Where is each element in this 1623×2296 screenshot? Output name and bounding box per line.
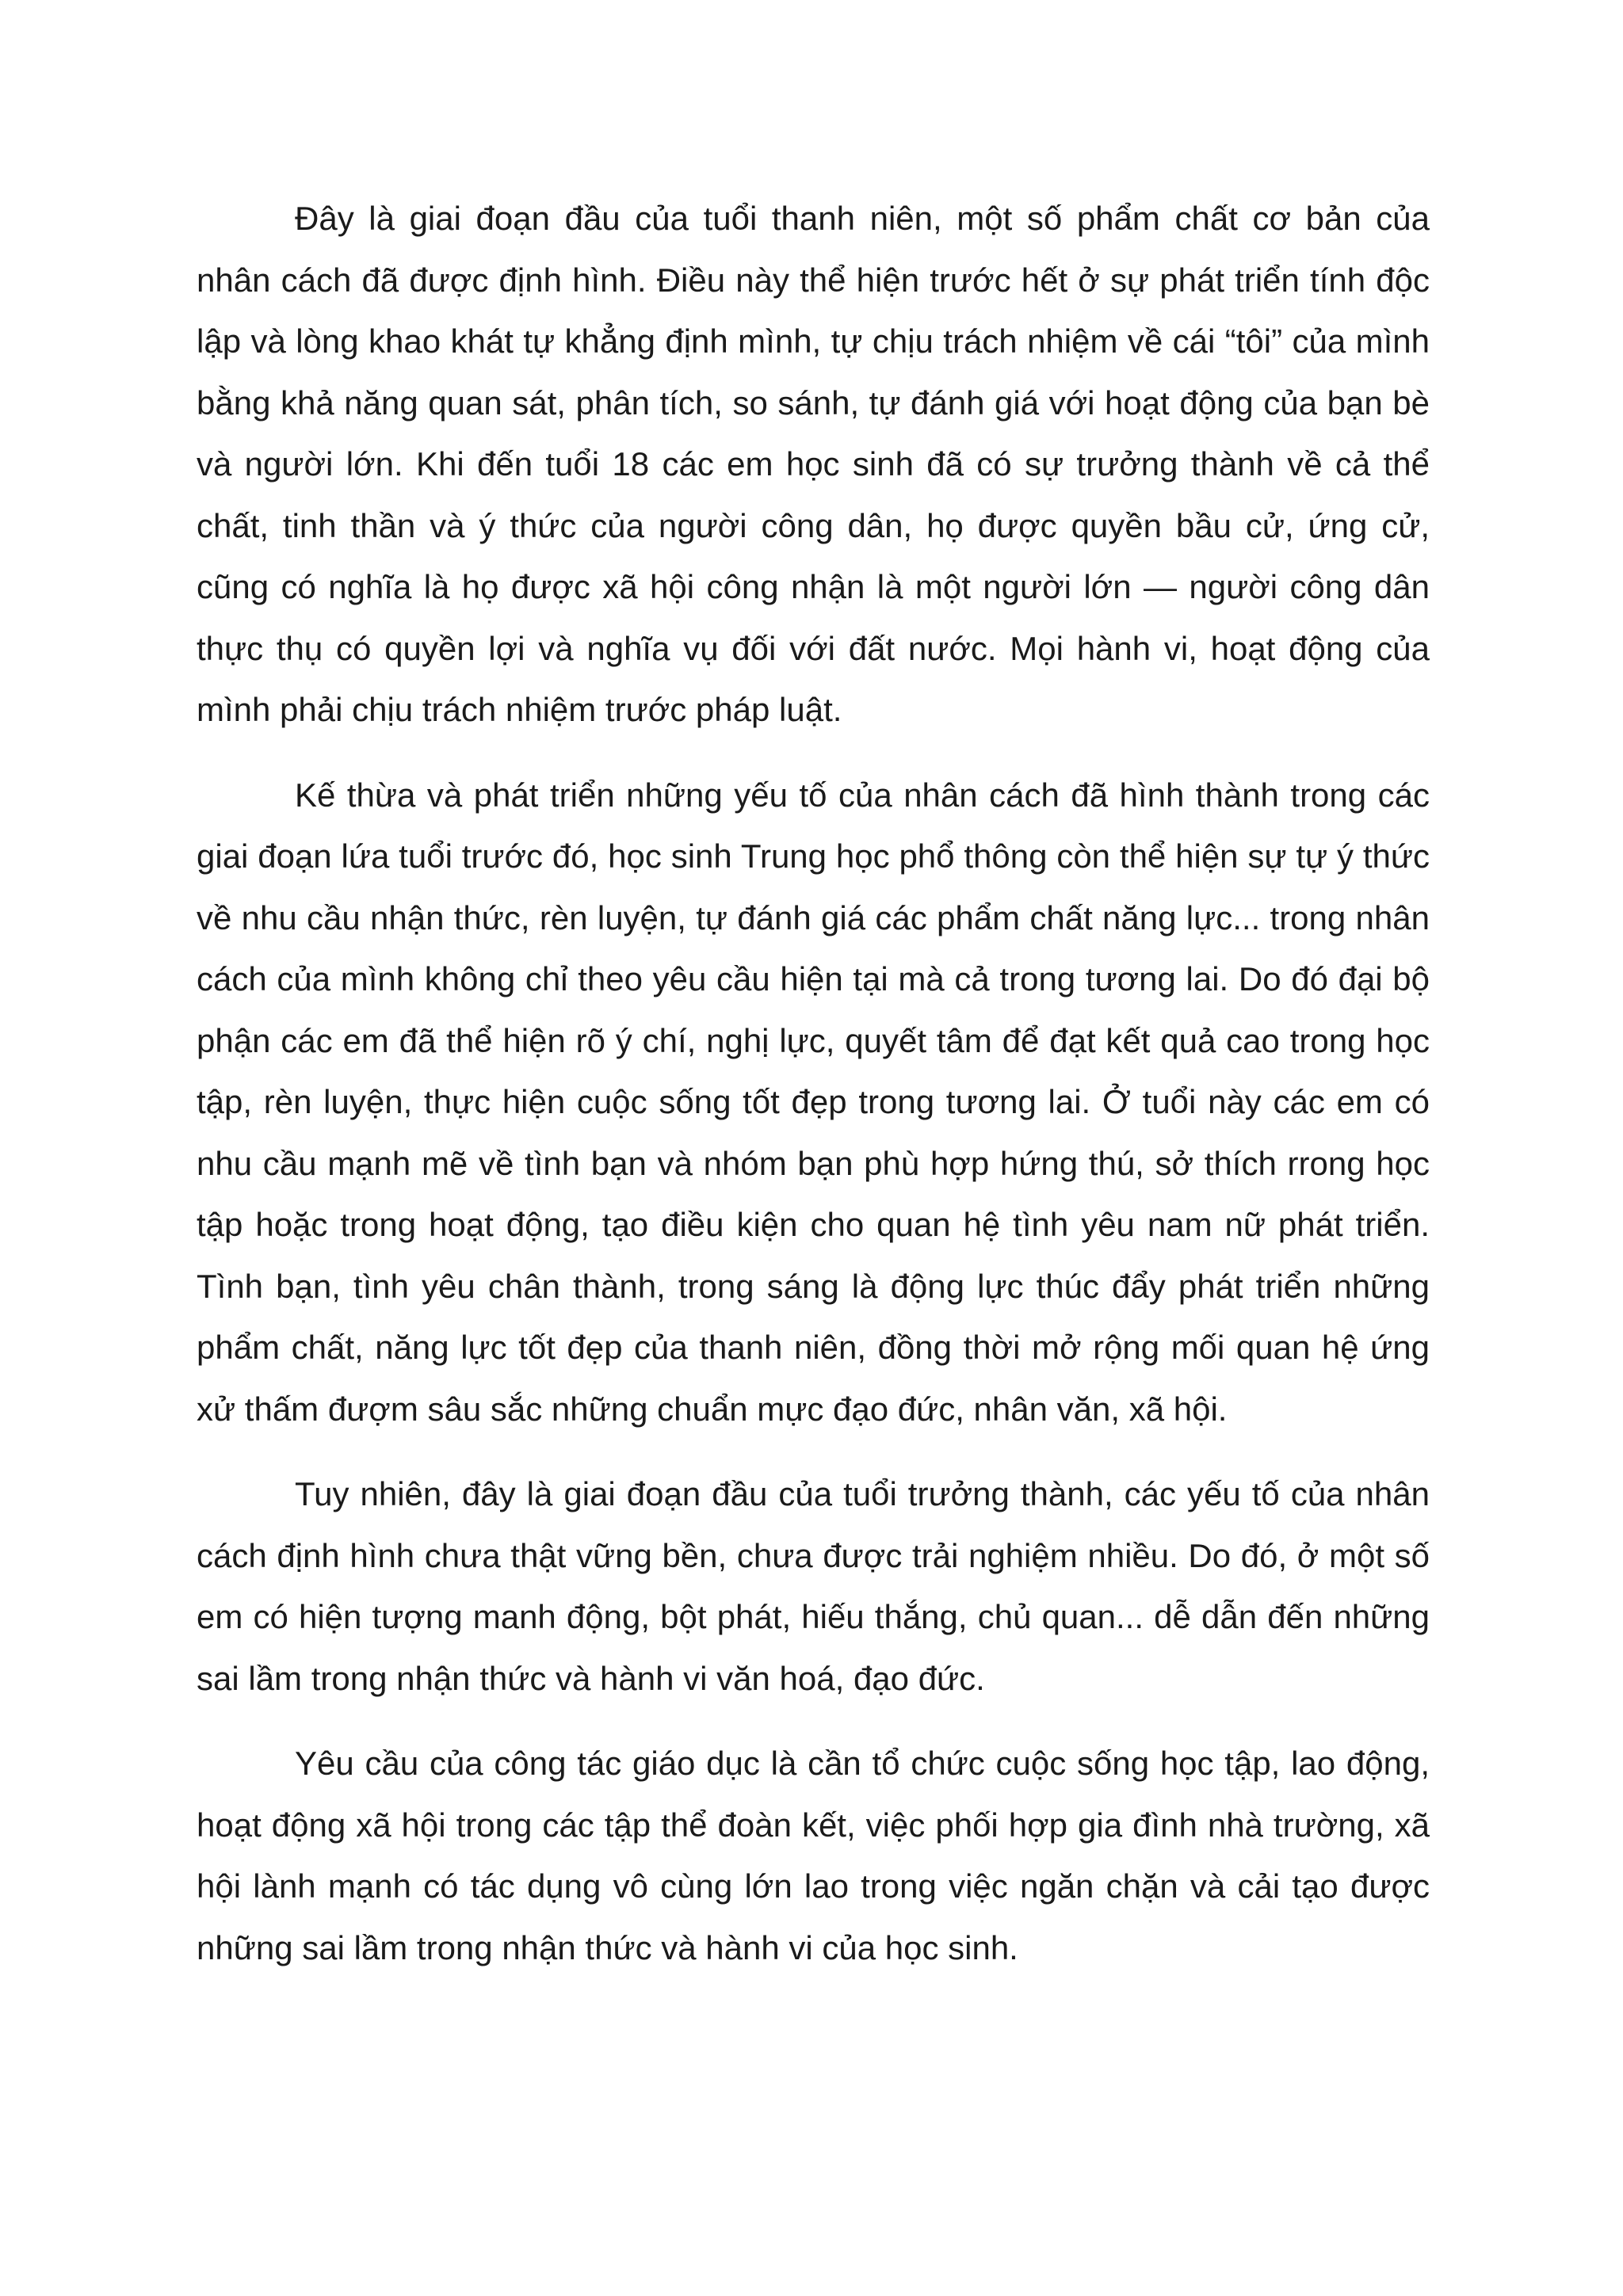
- paragraph-2: Kế thừa và phát triển những yếu tố của nhân cách đã hình thành trong các giai đoạn lứa tuổi trước đó, học sinh Trung học phổ thông còn thể hiện sự tự ý thức về nhu cầu nhận thức, rèn luyện, tự đánh giá các phẩm chất năng lực... trong nhân cách của mình không chỉ theo yêu cầu hiện tại mà cả trong tương lai. Do đó đại bộ phận các em đã thể hiện rõ ý chí, nghị lực, quyết tâm để đạt kết quả cao trong học tập, rèn luyện, thực hiện cuộc sống tốt đẹp trong tương lai. Ở tuổi này các em có nhu cầu mạnh mẽ về tình bạn và nhóm bạn phù hợp hứng thú, sở thích rrong học tập hoặc trong hoạt động, tạo điều kiện cho quan hệ tình yêu nam nữ phát triển. Tình bạn, tình yêu chân thành, trong sáng là động lực thúc đẩy phát triển những phẩm chất, năng lực tốt đẹp của thanh niên, đồng thời mở rộng mối quan hệ ứng xử thấm đượm sâu sắc những chuẩn mực đạo đức, nhân văn, xã hội.: [197, 776, 1430, 1428]
- paragraph-4: Yêu cầu của công tác giáo dục là cần tổ chức cuộc sống học tập, lao động, hoạt động xã hội trong các tập thể đoàn kết, việc phối hợp gia đình nhà trường, xã hội lành mạnh có tác dụng vô cùng lớn lao trong việc ngăn chặn và cải tạo được những sai lầm trong nhận thức và hành vi của học sinh.: [197, 1745, 1430, 1966]
- paragraph-1: Đây là giai đoạn đầu của tuổi thanh niên, một số phẩm chất cơ bản của nhân cách đã được định hình. Điều này thể hiện trước hết ở sự phát triển tính độc lập và lòng khao khát tự khẳng định mình, tự chịu trách nhiệm về cái “tôi” của mình bằng khả năng quan sát, phân tích, so sánh, tự đánh giá với hoạt động của bạn bè và người lớn. Khi đến tuổi 18 các em học sinh đã có sự trưởng thành về cả thể chất, tinh thần và ý thức của người công dân, họ được quyền bầu cử, ứng cử, cũng có nghĩa là họ được xã hội công nhận là một người lớn — người công dân thực thụ có quyền lợi và nghĩa vụ đối với đất nước. Mọi hành vi, hoạt động của mình phải chịu trách nhiệm trước pháp luật.: [197, 200, 1430, 728]
- document-page: [197, 188, 1430, 1978]
- paragraph-3: Tuy nhiên, đây là giai đoạn đầu của tuổi trưởng thành, các yếu tố của nhân cách định hình chưa thật vững bền, chưa được trải nghiệm nhiều. Do đó, ở một số em có hiện tượng manh động, bột phát, hiếu thắng, chủ quan... dễ dẫn đến những sai lầm trong nhận thức và hành vi văn hoá, đạo đức.: [197, 1475, 1430, 1697]
